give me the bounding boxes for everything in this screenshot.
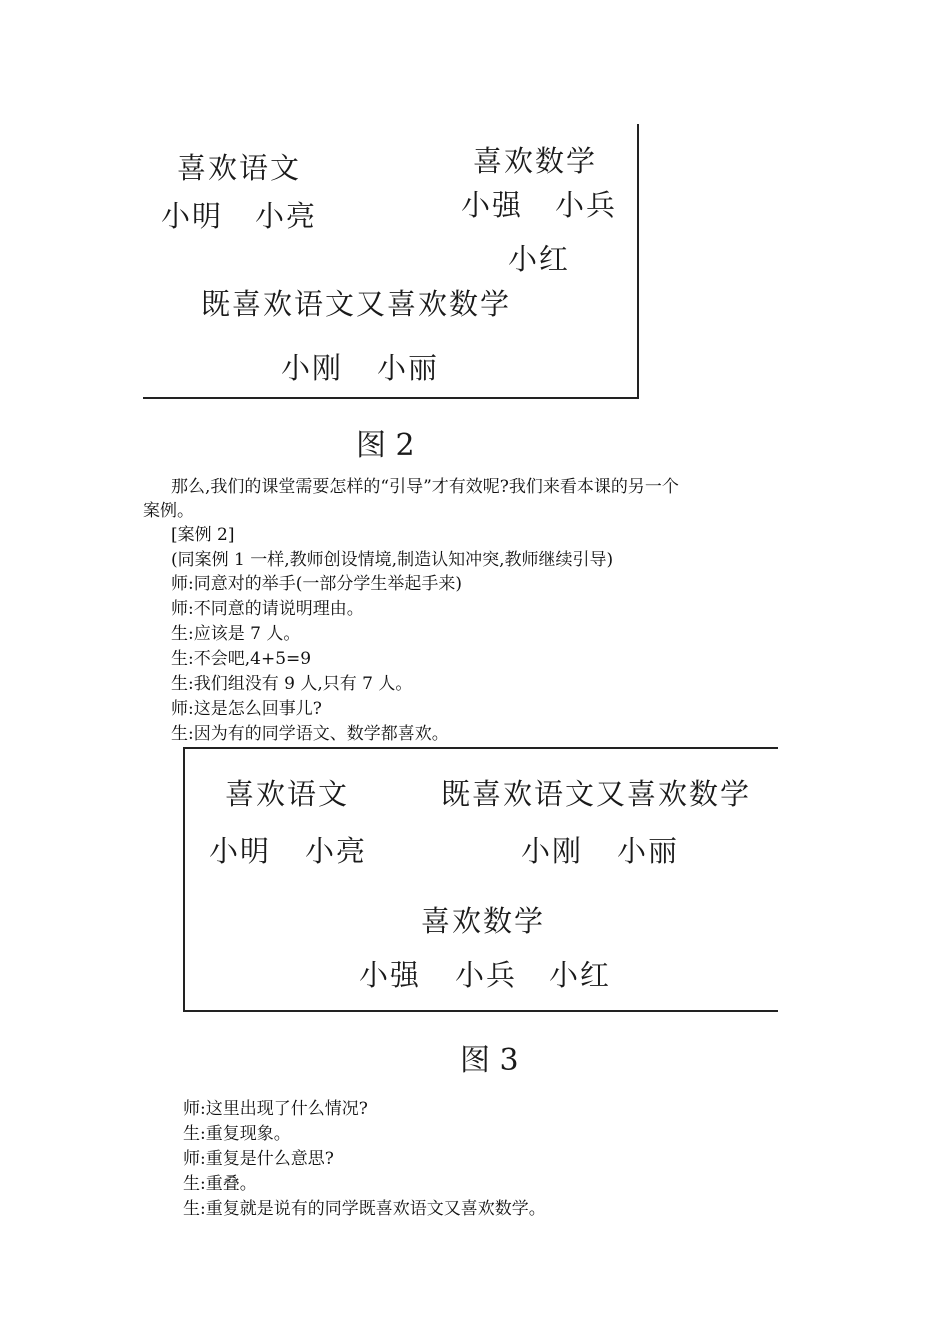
case-2-label: [案例 2] — [171, 525, 235, 545]
fig2-member-xiaoqiang: 小强 — [461, 188, 524, 222]
case-2-line-6: 生:我们组没有 9 人,只有 7 人。 — [171, 674, 413, 694]
figure-2-bottom-border — [143, 397, 639, 399]
fig2-member-xiaobing: 小兵 — [555, 188, 618, 222]
figure-3-bottom-border — [183, 1010, 778, 1012]
fig3-member-xiaoming: 小明 — [209, 834, 272, 868]
dialogue-line-3: 师:重复是什么意思? — [183, 1149, 334, 1169]
fig2-member-xiaoming: 小明 — [161, 199, 224, 233]
dialogue-line-2: 生:重复现象。 — [183, 1124, 291, 1144]
fig2-group-chinese-title: 喜欢语文 — [177, 151, 302, 185]
figure-3-left-border — [183, 747, 185, 1012]
fig3-member-xiaobing: 小兵 — [455, 958, 518, 992]
case-2-line-3: 师:不同意的请说明理由。 — [171, 599, 364, 619]
fig2-member-xiaoli: 小丽 — [377, 351, 440, 385]
fig2-member-xiaoliang: 小亮 — [255, 199, 318, 233]
figure-3 — [183, 747, 778, 1012]
fig3-group-math-title: 喜欢数学 — [421, 904, 546, 938]
dialogue-line-5: 生:重复就是说有的同学既喜欢语文又喜欢数学。 — [183, 1199, 546, 1219]
case-2-line-7: 师:这是怎么回事儿? — [171, 699, 322, 719]
fig3-member-xiaohong: 小红 — [549, 958, 612, 992]
fig3-member-xiaoli: 小丽 — [617, 834, 680, 868]
figure-2-caption: 图 2 — [356, 428, 415, 463]
fig2-group-math-title: 喜欢数学 — [473, 144, 598, 178]
dialogue-line-4: 生:重叠。 — [183, 1174, 257, 1194]
fig3-group-both-title: 既喜欢语文又喜欢数学 — [441, 777, 752, 811]
fig3-member-xiaoliang: 小亮 — [305, 834, 368, 868]
case-2-line-4: 生:应该是 7 人。 — [171, 624, 301, 644]
figure-3-top-border — [183, 747, 778, 749]
figure-3-caption: 图 3 — [460, 1043, 519, 1078]
figure-2-right-border — [637, 124, 639, 399]
dialogue-line-1: 师:这里出现了什么情况? — [183, 1099, 368, 1119]
fig3-group-chinese-title: 喜欢语文 — [225, 777, 350, 811]
fig2-member-xiaogang: 小刚 — [281, 351, 344, 385]
case-2-line-5: 生:不会吧,4+5=9 — [171, 649, 312, 669]
fig3-member-xiaogang: 小刚 — [521, 834, 584, 868]
fig2-member-xiaohong: 小红 — [508, 242, 571, 276]
case-2-line-8: 生:因为有的同学语文、数学都喜欢。 — [171, 724, 449, 744]
figure-2 — [143, 124, 639, 399]
fig3-member-xiaoqiang: 小强 — [359, 958, 422, 992]
fig2-group-both-title: 既喜欢语文又喜欢数学 — [201, 287, 512, 321]
paragraph-line-2: 案例。 — [143, 501, 194, 521]
case-2-line-1: (同案例 1 一样,教师创设情境,制造认知冲突,教师继续引导) — [171, 550, 614, 570]
paragraph-line-1: 那么,我们的课堂需要怎样的“引导”才有效呢?我们来看本课的另一个 — [171, 477, 679, 497]
case-2-line-2: 师:同意对的举手(一部分学生举起手来) — [171, 574, 462, 594]
